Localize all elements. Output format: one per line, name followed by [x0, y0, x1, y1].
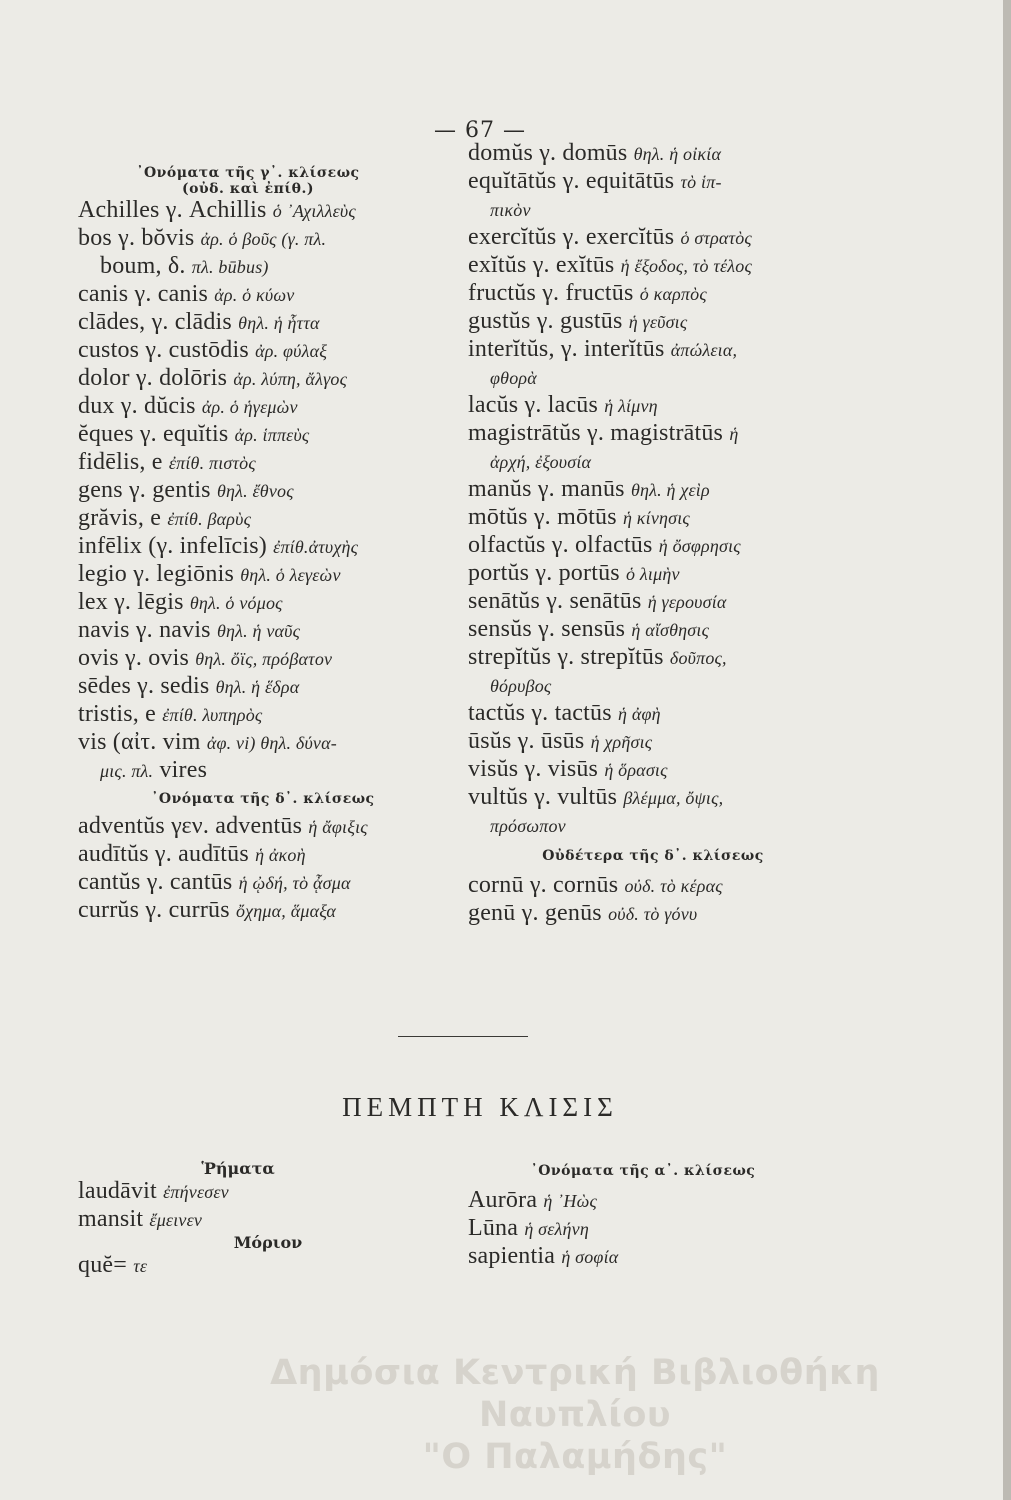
greek-gloss: ἡ ὅρασις — [604, 760, 668, 780]
vocab-entry — [78, 869, 458, 897]
first-declension-block — [468, 1163, 848, 1271]
vocab-entry — [78, 477, 458, 505]
latin-term: adventŭs γεν. adventūs — [78, 813, 303, 839]
greek-gloss: ἔμεινεν — [149, 1210, 203, 1230]
latin-term: quĕ= — [78, 1252, 127, 1278]
greek-gloss: ἡ γερουσία — [647, 592, 727, 612]
greek-gloss: ἡ σοφία — [561, 1247, 619, 1267]
greek-gloss: θηλ. ὁ λεγεὼν — [240, 565, 341, 585]
first-declension-list — [468, 1187, 848, 1271]
latin-term: audītŭs γ. audītūs — [78, 841, 249, 867]
greek-gloss: θηλ. ἡ χεὶρ — [630, 480, 710, 500]
vocab-entry — [468, 672, 848, 700]
greek-gloss: ἡ — [729, 424, 739, 444]
greek-gloss: θηλ. ὁ νόμος — [189, 593, 283, 613]
vocab-entry — [78, 1252, 418, 1280]
latin-term: dux γ. dŭcis — [78, 393, 196, 419]
vocab-entry — [468, 900, 848, 928]
latin-term: interĭtŭs, γ. interĭtūs — [468, 336, 665, 362]
vocab-entry — [468, 308, 848, 336]
vocab-entry — [78, 393, 458, 421]
vocab-entry — [78, 225, 458, 253]
vocab-entry — [468, 588, 848, 616]
greek-gloss: φθορὰ — [490, 368, 537, 388]
greek-gloss: τε — [133, 1256, 148, 1276]
greek-gloss: ἀρ. ὁ ἡγεμὼν — [201, 397, 298, 417]
vocab-entry — [78, 897, 458, 925]
greek-gloss: θηλ. ἡ οἰκία — [633, 144, 722, 164]
section-title: ΠΕΜΠΤΗ ΚΛΙΣΙΣ — [342, 1092, 618, 1122]
vocab-entry — [468, 252, 848, 280]
latin-term: strepĭtŭs γ. strepĭtūs — [468, 644, 664, 670]
latin-term: vultŭs γ. vultūs — [468, 784, 618, 810]
left-entry-list — [78, 197, 458, 785]
greek-gloss: ἡ ἀκοὴ — [255, 845, 306, 865]
latin-term: mōtŭs γ. mōtūs — [468, 504, 617, 530]
latin-term: navis γ. navis — [78, 617, 211, 643]
vocab-entry — [78, 617, 458, 645]
fourth-declension-header: ᾿Ονόματα τῆς δ᾿. κλίσεως — [151, 791, 375, 807]
vocab-entry — [78, 505, 458, 533]
latin-term: ĕques γ. equĭtis — [78, 421, 229, 447]
vocab-entry — [468, 336, 848, 364]
latin-term: equĭtātŭs γ. equitātūs — [468, 168, 675, 194]
vocab-entry — [468, 644, 848, 672]
greek-gloss: ὁ ᾿Αχιλλεὺς — [272, 201, 356, 221]
greek-gloss: ἡ αἴσθησις — [631, 620, 710, 640]
greek-gloss: πλ. būbus) — [191, 257, 269, 277]
vocab-entry — [468, 196, 848, 224]
left-entry-list-2 — [78, 813, 458, 925]
greek-gloss: ὁ καρπὸς — [639, 284, 707, 304]
greek-gloss: ἐπήνεσεν — [163, 1182, 229, 1202]
latin-term: dolor γ. dolōris — [78, 365, 228, 391]
vocab-entry — [78, 1178, 418, 1206]
vocab-entry — [468, 532, 848, 560]
latin-term: exĭtŭs γ. exĭtūs — [468, 252, 615, 278]
latin-term: magistrātŭs γ. magistrātūs — [468, 420, 724, 446]
watermark-line-1: Δημόσια Κεντρική Βιβλιοθήκη Ναυπλίου — [270, 1353, 880, 1435]
vocab-entry — [468, 364, 848, 392]
vocab-entry — [78, 421, 458, 449]
library-watermark — [225, 1352, 925, 1478]
latin-term: visŭs γ. visūs — [468, 756, 599, 782]
vocab-entry — [78, 813, 458, 841]
greek-gloss: ἡ κίνησις — [622, 508, 690, 528]
latin-term: fructŭs γ. fructūs — [468, 280, 634, 306]
greek-gloss: μις. πλ. — [100, 761, 154, 781]
greek-gloss: οὐδ. τὸ γόνυ — [608, 904, 698, 924]
vocab-entry — [468, 420, 848, 448]
greek-gloss: ἐπίθ. λυπηρὸς — [162, 705, 263, 725]
greek-gloss: τὸ ἱπ- — [680, 172, 722, 192]
greek-gloss: ἀπώλεια, — [670, 340, 738, 360]
greek-gloss: ἐπίθ. βαρὺς — [167, 509, 252, 529]
vocab-entry — [468, 280, 848, 308]
greek-gloss: ἡ ἔξοδος, τὸ τέλος — [620, 256, 752, 276]
greek-gloss: ἡ ὄσφρησις — [658, 536, 741, 556]
vocab-entry — [468, 700, 848, 728]
greek-gloss: θηλ. ἡ ἧττα — [238, 313, 320, 333]
latin-term: Achilles γ. Achillis — [78, 197, 267, 223]
latin-term: manŭs γ. manūs — [468, 476, 625, 502]
vocab-entry — [78, 589, 458, 617]
greek-gloss: ἀρ. φύλαξ — [255, 341, 328, 361]
latin-term: currŭs γ. currūs — [78, 897, 230, 923]
section-divider — [398, 1036, 528, 1037]
vocab-entry — [468, 1243, 848, 1271]
greek-gloss: ἐπίθ.ἀτυχὴς — [273, 537, 359, 557]
vocab-entry — [468, 756, 848, 784]
vocab-entry — [468, 1215, 848, 1243]
particle-list — [78, 1252, 418, 1280]
latin-term: Lūna — [468, 1215, 519, 1241]
latin-term: sensŭs γ. sensūs — [468, 616, 626, 642]
greek-gloss: ἡ σελήνη — [524, 1219, 589, 1239]
vocab-entry — [78, 701, 458, 729]
greek-gloss: ἡ ᾿Ηὼς — [543, 1191, 598, 1211]
latin-term: lacŭs γ. lacūs — [468, 392, 599, 418]
vocab-entry — [468, 728, 848, 756]
latin-term: grăvis, e — [78, 505, 162, 531]
latin-term: vis (αἰτ. vim — [78, 729, 201, 755]
greek-gloss: ἀφ. vi) θηλ. δύνα- — [206, 733, 337, 753]
latin-term: bos γ. bŏvis — [78, 225, 195, 251]
greek-gloss: ἀρ. ὁ βοῦς (γ. πλ. — [200, 229, 327, 249]
greek-gloss: θηλ. ἡ ἕδρα — [215, 677, 300, 697]
greek-gloss: ὄχημα, ἅμαξα — [235, 901, 337, 921]
right-entry-list-2 — [468, 872, 848, 928]
vocab-entry — [78, 281, 458, 309]
vocab-entry — [468, 504, 848, 532]
greek-gloss: ἡ ἄφιξις — [308, 817, 368, 837]
greek-gloss: ἡ γεῦσις — [628, 312, 688, 332]
greek-gloss: ἀρ. ἱππεὺς — [234, 425, 310, 445]
vocab-entry — [468, 560, 848, 588]
vocab-entry — [468, 224, 848, 252]
latin-term: boum, δ. — [100, 253, 186, 279]
vocab-entry — [78, 673, 458, 701]
greek-gloss: ὁ λιμὴν — [626, 564, 680, 584]
verbs-list — [78, 1178, 418, 1234]
latin-term: ovis γ. ovis — [78, 645, 190, 671]
vocab-entry — [468, 448, 848, 476]
vocab-entry — [78, 561, 458, 589]
greek-gloss: ἡ ἀφὴ — [617, 704, 661, 724]
neuter-fourth-declension-header: Οὐδέτερα τῆς δ᾿. κλίσεως — [542, 848, 764, 864]
greek-gloss: θηλ. ἡ ναῦς — [216, 621, 301, 641]
vocab-entry — [78, 645, 458, 673]
latin-term: legio γ. legiōnis — [78, 561, 234, 587]
header-line-2: (οὐδ. καὶ ἐπίθ.) — [181, 181, 315, 197]
greek-gloss: ἀρ. λύπη, ἄλγος — [233, 369, 348, 389]
latin-term: portŭs γ. portūs — [468, 560, 620, 586]
latin-term: exercĭtŭs γ. exercĭtūs — [468, 224, 675, 250]
latin-term: cantŭs γ. cantūs — [78, 869, 233, 895]
vocab-entry — [468, 784, 848, 812]
greek-gloss: βλέμμα, ὄψις, — [623, 788, 724, 808]
latin-term: fidēlis, e — [78, 449, 163, 475]
third-declension-header — [118, 165, 378, 197]
vocab-entry — [78, 449, 458, 477]
latin-term: gustŭs γ. gustūs — [468, 308, 623, 334]
vocab-entry — [78, 1206, 418, 1234]
greek-gloss: ἡ χρῆσις — [590, 732, 653, 752]
vocab-entry — [468, 476, 848, 504]
vocab-entry — [78, 365, 458, 393]
watermark-line-2: "Ο Παλαμήδης" — [422, 1437, 728, 1477]
latin-term: domŭs γ. domūs — [468, 140, 628, 166]
latin-term: cornū γ. cornūs — [468, 872, 619, 898]
page-edge-shadow — [1003, 0, 1011, 1500]
particle-header: Μόριον — [233, 1233, 303, 1252]
greek-gloss: ἀρχή, ἐξουσία — [490, 452, 592, 472]
greek-gloss: οὐδ. τὸ κέρας — [624, 876, 723, 896]
greek-gloss: πικὸν — [490, 200, 531, 220]
latin-term: tactŭs γ. tactūs — [468, 700, 612, 726]
first-declension-header: ᾿Ονόματα τῆς α᾿. κλίσεως — [530, 1163, 756, 1179]
vocab-entry — [468, 392, 848, 420]
vocab-entry — [468, 872, 848, 900]
vocab-entry — [468, 812, 848, 840]
vocab-entry — [78, 309, 458, 337]
left-column — [78, 165, 458, 925]
header-line-1: ᾿Ονόματα τῆς γ᾿. κλίσεως — [136, 165, 360, 181]
vocab-entry — [78, 253, 458, 281]
vocab-entry — [468, 168, 848, 196]
greek-gloss: ὁ στρατὸς — [680, 228, 752, 248]
greek-gloss: ἀρ. ὁ κύων — [214, 285, 295, 305]
latin-term: olfactŭs γ. olfactūs — [468, 532, 653, 558]
latin-term: laudāvit — [78, 1178, 157, 1204]
vocab-entry — [78, 729, 458, 757]
greek-gloss: θόρυβος — [490, 676, 552, 696]
latin-term: vires — [159, 757, 208, 783]
vocab-entry — [78, 337, 458, 365]
latin-term: infēlix (γ. infelīcis) — [78, 533, 267, 559]
vocab-entry — [78, 841, 458, 869]
vocab-entry — [468, 1187, 848, 1215]
latin-term: tristis, e — [78, 701, 156, 727]
latin-term: custos γ. custōdis — [78, 337, 249, 363]
greek-gloss: θηλ. ὄϊς, πρόβατον — [195, 649, 333, 669]
right-entry-list — [468, 140, 848, 840]
greek-gloss: πρόσωπον — [490, 816, 566, 836]
greek-gloss: θηλ. ἔθνος — [216, 481, 294, 501]
vocab-entry — [78, 757, 458, 785]
latin-term: sapientia — [468, 1243, 556, 1269]
page-number: — 67 — — [434, 118, 526, 143]
verbs-header: Ῥήματα — [201, 1159, 275, 1178]
latin-term: canis γ. canis — [78, 281, 209, 307]
greek-gloss: ἐπίθ. πιστὸς — [168, 453, 256, 473]
greek-gloss: ἡ λίμνη — [604, 396, 658, 416]
latin-term: genū γ. genūs — [468, 900, 602, 926]
verbs-block — [78, 1160, 418, 1280]
greek-gloss: ἡ ᾠδή, τὸ ᾆσμα — [238, 873, 351, 893]
vocab-entry — [468, 616, 848, 644]
latin-term: Aurōra — [468, 1187, 538, 1213]
vocab-entry — [78, 533, 458, 561]
right-column — [468, 140, 848, 928]
latin-term: clādes, γ. clādis — [78, 309, 232, 335]
latin-term: senātŭs γ. senātūs — [468, 588, 642, 614]
latin-term: lex γ. lēgis — [78, 589, 184, 615]
vocab-entry — [468, 140, 848, 168]
vocab-entry — [78, 197, 458, 225]
latin-term: gens γ. gentis — [78, 477, 211, 503]
latin-term: sēdes γ. sedis — [78, 673, 210, 699]
greek-gloss: δοῦπος, — [669, 648, 727, 668]
latin-term: ūsŭs γ. ūsūs — [468, 728, 585, 754]
latin-term: mansit — [78, 1206, 144, 1232]
